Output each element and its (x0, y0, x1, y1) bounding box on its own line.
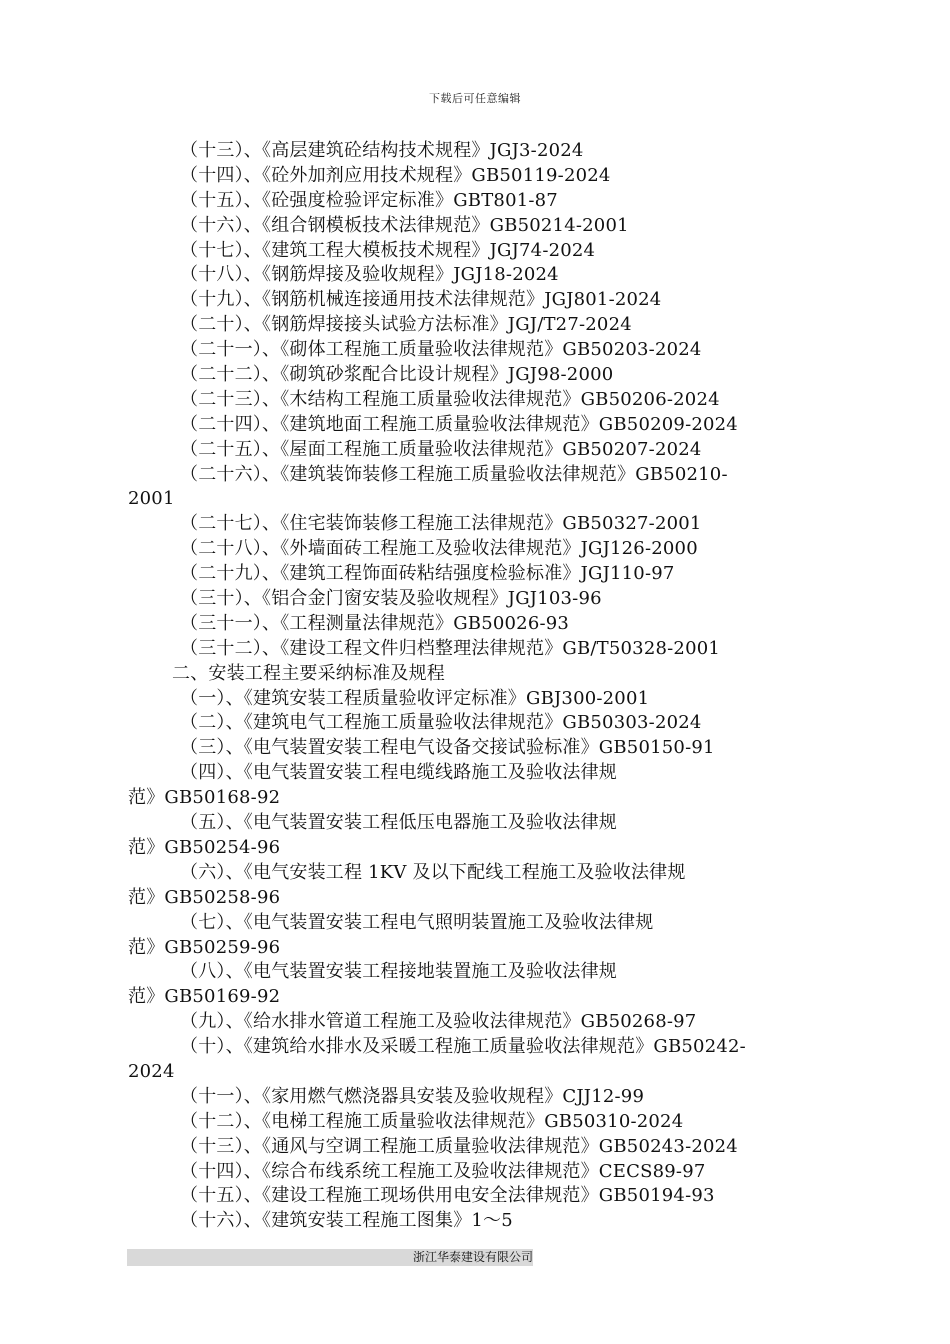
list-item: （十九）、《钢筋机械连接通用技术法律规范》JGJ801-2024 (180, 289, 662, 311)
list-item: （二十九）、《建筑工程饰面砖粘结强度检验标准》JGJ110-97 (180, 563, 675, 585)
list-item: （一）、《建筑安装工程质量验收评定标准》GBJ300-2001 (180, 687, 650, 709)
list-item: （五）、《电气装置安装工程低压电器施工及验收法律规 (180, 812, 617, 834)
list-item: （二）、《建筑电气工程施工质量验收法律规范》GB50303-2024 (180, 712, 702, 734)
list-item: （三十二）、《建设工程文件归档整理法律规范》GB/T50328-2001 (180, 637, 721, 659)
list-item: （八）、《电气装置安装工程接地装置施工及验收法律规 (180, 961, 617, 983)
continuation-line: 范》GB50169-92 (128, 986, 281, 1008)
list-item: （七）、《电气装置安装工程电气照明装置施工及验收法律规 (180, 911, 654, 933)
continuation-line: 2001 (128, 488, 175, 510)
standards-list (128, 139, 848, 1234)
list-item: （十五）、《砼强度检验评定标准》GBT801-87 (180, 189, 558, 211)
list-item: （十四）、《综合布线系统工程施工及验收法律规范》CECS89-97 (180, 1160, 706, 1182)
section-heading: 二、安装工程主要采纳标准及规程 (172, 662, 445, 684)
list-item: （二十七）、《住宅装饰装修工程施工法律规范》GB50327-2001 (180, 513, 702, 535)
list-item: （十四）、《砼外加剂应用技术规程》GB50119-2024 (180, 164, 611, 186)
continuation-line: 范》GB50259-96 (128, 936, 281, 958)
list-item: （六）、《电气安装工程 1KV 及以下配线工程施工及验收法律规 (180, 861, 686, 883)
list-item: （三十）、《铝合金门窗安装及验收规程》JGJ103-96 (180, 588, 602, 610)
list-item: （九）、《给水排水管道工程施工及验收法律规范》GB50268-97 (180, 1011, 697, 1033)
list-item: （十六）、《建筑安装工程施工图集》1～5 (180, 1210, 513, 1232)
list-item: （十七）、《建筑工程大模板技术规程》JGJ74-2024 (180, 239, 596, 261)
list-item: （十二）、《电梯工程施工质量验收法律规范》GB50310-2024 (180, 1110, 684, 1132)
list-item: （二十六）、《建筑装饰装修工程施工质量验收法律规范》GB50210- (180, 463, 728, 485)
list-item: （三）、《电气装置安装工程电气设备交接试验标准》GB50150-91 (180, 737, 715, 759)
list-item: （四）、《电气装置安装工程电缆线路施工及验收法律规 (180, 762, 617, 784)
list-item: （十一）、《家用燃气燃浇器具安装及验收规程》CJJ12-99 (180, 1085, 645, 1107)
list-item: （二十二）、《砌筑砂浆配合比设计规程》JGJ98-2000 (180, 364, 614, 386)
list-item: （十八）、《钢筋焊接及验收规程》JGJ18-2024 (180, 264, 559, 286)
list-item: （二十四）、《建筑地面工程施工质量验收法律规范》GB50209-2024 (180, 413, 738, 435)
footer-company: 浙江华泰建设有限公司 (412, 1250, 533, 1264)
list-item: （十三）、《通风与空调工程施工质量验收法律规范》GB50243-2024 (180, 1135, 738, 1157)
list-item: （二十一）、《砌体工程施工质量验收法律规范》GB50203-2024 (180, 339, 702, 361)
list-item: （二十）、《钢筋焊接接头试验方法标准》JGJ/T27-2024 (180, 314, 632, 336)
list-item: （十六）、《组合钢模板技术法律规范》GB50214-2001 (180, 214, 629, 236)
continuation-line: 范》GB50254-96 (128, 836, 281, 858)
list-item: （十三）、《高层建筑砼结构技术规程》JGJ3-2024 (180, 140, 584, 161)
list-item: （二十五）、《屋面工程施工质量验收法律规范》GB50207-2024 (180, 438, 702, 460)
list-item: （二十八）、《外墙面砖工程施工及验收法律规范》JGJ126-2000 (180, 538, 698, 560)
header-note: 下载后可任意编辑 (429, 92, 521, 105)
list-item: （十）、《建筑给水排水及采暖工程施工质量验收法律规范》GB50242- (180, 1036, 746, 1058)
continuation-line: 范》GB50258-96 (128, 886, 281, 908)
continuation-line: 2024 (128, 1060, 175, 1082)
list-item: （三十一）、《工程测量法律规范》GB50026-93 (180, 612, 570, 634)
list-item: （十五）、《建设工程施工现场供用电安全法律规范》GB50194-93 (180, 1185, 715, 1207)
continuation-line: 范》GB50168-92 (128, 787, 281, 809)
list-item: （二十三）、《木结构工程施工质量验收法律规范》GB50206-2024 (180, 388, 720, 410)
